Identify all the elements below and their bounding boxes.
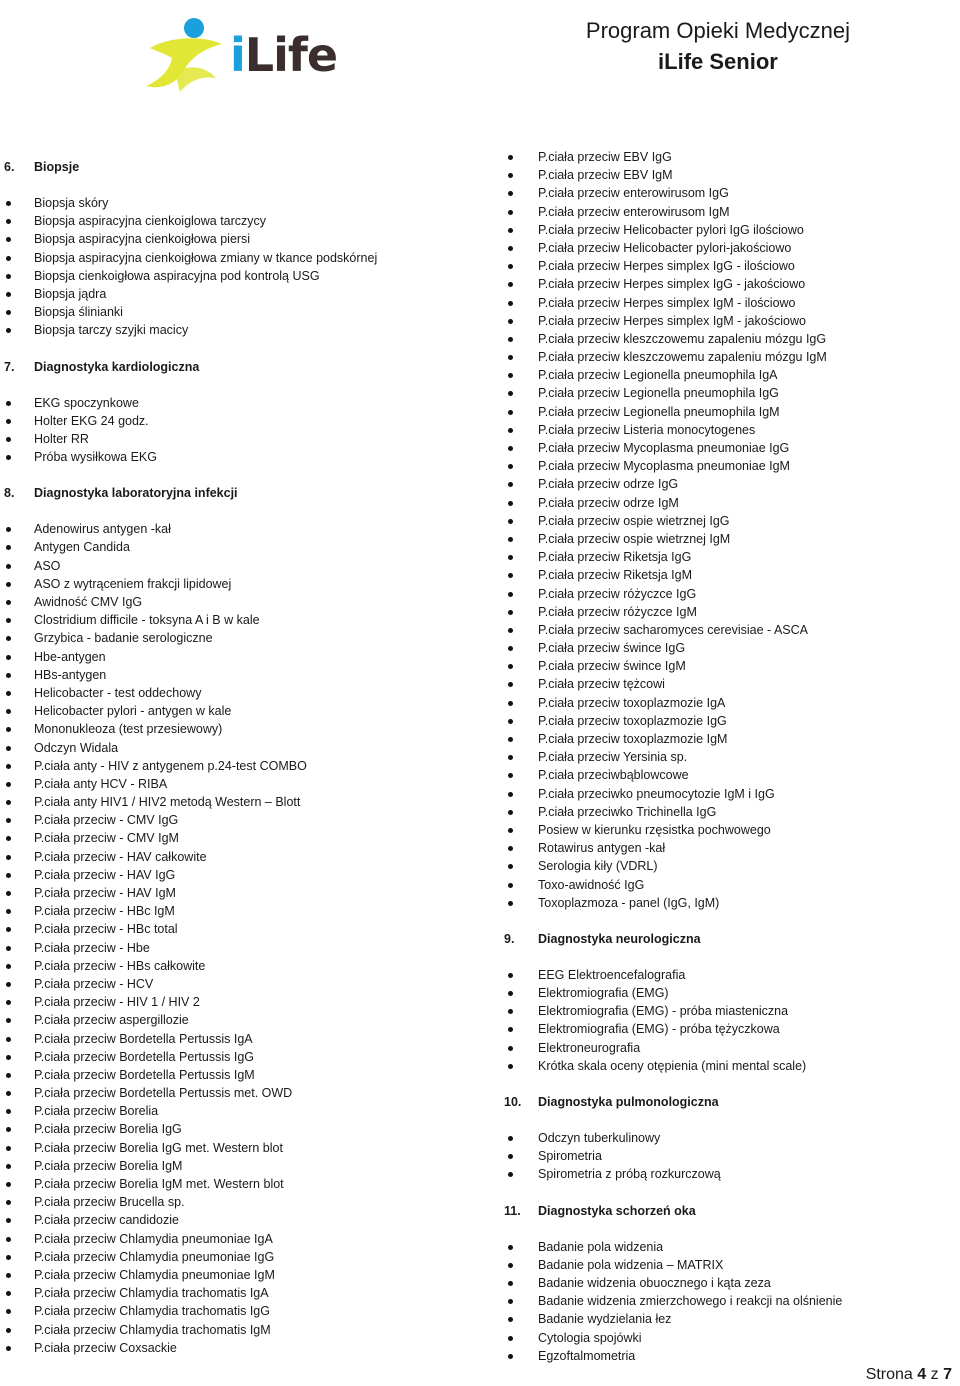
section-title: Diagnostyka pulmonologiczna xyxy=(538,1095,719,1109)
list-item: Odczyn tuberkulinowy xyxy=(504,1129,954,1147)
list-item: Hbe-antygen xyxy=(4,648,474,666)
section-heading xyxy=(4,158,474,176)
list-item: P.ciała przeciw enterowirusom IgM xyxy=(504,203,954,221)
list-item: Biopsja jądra xyxy=(4,285,474,303)
list-item: Clostridium difficile - toksyna A i B w kale xyxy=(4,611,474,629)
list-item: Cytologia spojówki xyxy=(504,1329,954,1347)
list-item: P.ciała przeciw toxoplazmozie IgA xyxy=(504,694,954,712)
list-item: P.ciała przeciw Legionella pneumophila IgA xyxy=(504,366,954,384)
list-item: Elektroneurografia xyxy=(504,1039,954,1057)
list-item: P.ciała przeciw - Hbe xyxy=(4,939,474,957)
list-item: P.ciała przeciw ospie wietrznej IgG xyxy=(504,512,954,530)
section-title: Diagnostyka schorzeń oka xyxy=(538,1203,696,1218)
list-item: Biopsja tarczy szyjki macicy xyxy=(4,321,474,339)
document-header xyxy=(586,16,850,78)
list-item: P.ciała przeciw kleszczowemu zapaleniu mózgu IgM xyxy=(504,348,954,366)
list-item: P.ciała przeciw ospie wietrznej IgM xyxy=(504,530,954,548)
list-item: EEG Elektroencefalografia xyxy=(504,966,954,984)
list-item: P.ciała przeciw śwince IgM xyxy=(504,657,954,675)
list-item: Helicobacter - test oddechowy xyxy=(4,684,474,702)
list-item: P.ciała przeciw - HCV xyxy=(4,975,474,993)
section-number: 10. xyxy=(504,1095,522,1109)
logo-wordmark: iLife xyxy=(230,28,338,82)
list-item: EKG spoczynkowe xyxy=(4,394,474,412)
section-title: Diagnostyka laboratoryjna infekcji xyxy=(34,486,238,501)
section-heading xyxy=(4,484,474,502)
list-item: ASO xyxy=(4,557,474,575)
list-item: Elektromiografia (EMG) - próba miasteniczna xyxy=(504,1002,954,1020)
list-item: P.ciała przeciw Borelia IgG met. Western blot xyxy=(4,1139,474,1157)
list-item: P.ciała przeciw - CMV IgG xyxy=(4,811,474,829)
left-column xyxy=(4,158,474,1375)
list-item: P.ciała przeciw - HBc total xyxy=(4,920,474,938)
list-item: P.ciała przeciw Legionella pneumophila IgM xyxy=(504,403,954,421)
list-item: P.ciała przeciw candidozie xyxy=(4,1211,474,1229)
list-item: Badanie widzenia zmierzchowego i reakcji na olśnienie xyxy=(504,1292,954,1310)
list-item: P.ciała przeciw - CMV IgM xyxy=(4,829,474,847)
list-item: P.ciała przeciw - HBc IgM xyxy=(4,902,474,920)
section-number: 8. xyxy=(4,486,15,501)
list-item: P.ciała przeciw - HAV IgM xyxy=(4,884,474,902)
list-item: P.ciała przeciw Chlamydia pneumoniae IgM xyxy=(4,1266,474,1284)
list-item: P.ciała przeciw EBV IgM xyxy=(504,166,954,184)
list-item: Biopsja aspiracyjna cienkoiglowa tarczycy xyxy=(4,212,474,230)
list-item: Biopsja aspiracyjna cienkoigłowa zmiany w tkance podskórnej xyxy=(4,249,474,267)
list-item: P.ciała przeciw aspergillozie xyxy=(4,1011,474,1029)
section-title: Biopsje xyxy=(34,160,80,174)
bullet-list xyxy=(504,148,954,912)
list-item: Badanie pola widzenia xyxy=(504,1238,954,1256)
list-item: Próba wysiłkowa EKG xyxy=(4,448,474,466)
list-item: P.ciała przeciw Helicobacter pylori-jakościowo xyxy=(504,239,954,257)
bullet-list xyxy=(4,520,474,1357)
list-item: P.ciała przeciw Bordetella Pertussis met. OWD xyxy=(4,1084,474,1102)
list-item: P.ciała przeciw Borelia IgG xyxy=(4,1120,474,1138)
section-number: 9. xyxy=(504,931,515,946)
list-item: P.ciała przeciw Riketsja IgG xyxy=(504,548,954,566)
list-item: P.ciała przeciw kleszczowemu zapaleniu mózgu IgG xyxy=(504,330,954,348)
list-item: ASO z wytrąceniem frakcji lipidowej xyxy=(4,575,474,593)
list-item: P.ciała przeciw toxoplazmozie IgG xyxy=(504,712,954,730)
list-item: P.ciała przeciw Herpes simplex IgM - jakościowo xyxy=(504,312,954,330)
list-item: Toxo-awidność IgG xyxy=(504,876,954,894)
section-number: 6. xyxy=(4,160,15,174)
list-item: P.ciała przeciw Herpes simplex IgG - ilościowo xyxy=(504,257,954,275)
program-subtitle: iLife Senior xyxy=(658,49,778,74)
list-item: Rotawirus antygen -kał xyxy=(504,839,954,857)
list-item: P.ciała przeciw sacharomyces cerevisiae - ASCA xyxy=(504,621,954,639)
list-item: Mononukleoza (test przesiewowy) xyxy=(4,720,474,738)
list-item: P.ciała przeciw Chlamydia trachomatis IgG xyxy=(4,1302,474,1320)
list-item: P.ciała przeciw Chlamydia trachomatis IgM xyxy=(4,1321,474,1339)
list-item: Biopsja aspiracyjna cienkoigłowa piersi xyxy=(4,230,474,248)
list-item: P.ciała przeciw Herpes simplex IgM - ilościowo xyxy=(504,294,954,312)
list-item: P.ciała przeciw Borelia xyxy=(4,1102,474,1120)
list-item: P.ciała przeciw Mycoplasma pneumoniae IgM xyxy=(504,457,954,475)
program-title: Program Opieki Medycznej xyxy=(585,18,850,43)
right-column xyxy=(504,148,954,1383)
list-item: P.ciała przeciw śwince IgG xyxy=(504,639,954,657)
list-item: P.ciała przeciw Mycoplasma pneumoniae IgG xyxy=(504,439,954,457)
list-item: P.ciała przeciwko Trichinella IgG xyxy=(504,803,954,821)
list-item: Biopsja ślinianki xyxy=(4,303,474,321)
list-item: P.ciała przeciwko pneumocytozie IgM i IgG xyxy=(504,785,954,803)
list-item: Elektromiografia (EMG) xyxy=(504,984,954,1002)
list-item: P.ciała przeciw różyczce IgG xyxy=(504,585,954,603)
list-item: Badanie pola widzenia – MATRIX xyxy=(504,1256,954,1274)
list-item: HBs-antygen xyxy=(4,666,474,684)
list-item: P.ciała przeciw Riketsja IgM xyxy=(504,566,954,584)
list-item: P.ciała anty HCV - RIBA xyxy=(4,775,474,793)
section-heading xyxy=(504,930,954,948)
list-item: Spirometria xyxy=(504,1147,954,1165)
list-item: P.ciała przeciw tężcowi xyxy=(504,675,954,693)
list-item: P.ciała przeciw Bordetella Pertussis IgA xyxy=(4,1030,474,1048)
list-item: P.ciała przeciw Helicobacter pylori IgG ilościowo xyxy=(504,221,954,239)
list-item: Spirometria z próbą rozkurczową xyxy=(504,1165,954,1183)
list-item: P.ciała przeciw różyczce IgM xyxy=(504,603,954,621)
list-item: P.ciała przeciw Chlamydia trachomatis IgA xyxy=(4,1284,474,1302)
list-item: P.ciała przeciw Bordetella Pertussis IgG xyxy=(4,1048,474,1066)
list-item: P.ciała przeciw Coxsackie xyxy=(4,1339,474,1357)
list-item: P.ciała przeciw enterowirusom IgG xyxy=(504,184,954,202)
bullet-list xyxy=(504,1129,954,1184)
ilife-logo-icon xyxy=(136,14,236,100)
list-item: Grzybica - badanie serologiczne xyxy=(4,629,474,647)
section-number: 11. xyxy=(504,1203,521,1218)
bullet-list xyxy=(504,966,954,1075)
list-item: Posiew w kierunku rzęsistka pochwowego xyxy=(504,821,954,839)
section-number: 7. xyxy=(4,359,15,374)
list-item: Biopsja skóry xyxy=(4,194,474,212)
list-item: P.ciała anty HIV1 / HIV2 metodą Western – Blott xyxy=(4,793,474,811)
list-item: Antygen Candida xyxy=(4,538,474,556)
list-item: P.ciała przeciw odrze IgG xyxy=(504,475,954,493)
list-item: P.ciała przeciw - HBs całkowite xyxy=(4,957,474,975)
list-item: Elektromiografia (EMG) - próba tężyczkowa xyxy=(504,1020,954,1038)
bullet-list xyxy=(4,194,474,340)
list-item: P.ciała przeciw - HIV 1 / HIV 2 xyxy=(4,993,474,1011)
ilife-logo xyxy=(136,14,356,100)
list-item: P.ciała przeciw - HAV IgG xyxy=(4,866,474,884)
list-item: P.ciała przeciw Brucella sp. xyxy=(4,1193,474,1211)
list-item: Adenowirus antygen -kał xyxy=(4,520,474,538)
list-item: Holter EKG 24 godz. xyxy=(4,412,474,430)
list-item: Egzoftalmometria xyxy=(504,1347,954,1365)
list-item: Serologia kiły (VDRL) xyxy=(504,857,954,875)
list-item: P.ciała anty - HIV z antygenem p.24-test COMBO xyxy=(4,757,474,775)
list-item: P.ciała przeciw Borelia IgM xyxy=(4,1157,474,1175)
bullet-list xyxy=(504,1238,954,1365)
list-item: P.ciała przeciw Chlamydia pneumoniae IgA xyxy=(4,1230,474,1248)
list-item: Toxoplazmoza - panel (IgG, IgM) xyxy=(504,894,954,912)
list-item: P.ciała przeciw Yersinia sp. xyxy=(504,748,954,766)
bullet-list xyxy=(4,394,474,467)
list-item: P.ciała przeciw Bordetella Pertussis IgM xyxy=(4,1066,474,1084)
list-item: Krótka skala oceny otępienia (mini mental scale) xyxy=(504,1057,954,1075)
page-number: Strona 4 z 7 xyxy=(865,1366,952,1383)
section-title: Diagnostyka neurologiczna xyxy=(538,931,701,946)
list-item: Odczyn Widala xyxy=(4,739,474,757)
list-item: P.ciała przeciw Herpes simplex IgG - jakościowo xyxy=(504,275,954,293)
list-item: P.ciała przeciw Borelia IgM met. Western blot xyxy=(4,1175,474,1193)
list-item: P.ciała przeciw toxoplazmozie IgM xyxy=(504,730,954,748)
list-item: Awidność CMV IgG xyxy=(4,593,474,611)
list-item: Helicobacter pylori - antygen w kale xyxy=(4,702,474,720)
list-item: Biopsja cienkoigłowa aspiracyjna pod kontrolą USG xyxy=(4,267,474,285)
list-item: P.ciała przeciw Chlamydia pneumoniae IgG xyxy=(4,1248,474,1266)
list-item: P.ciała przeciwbąblowcowe xyxy=(504,766,954,784)
list-item: P.ciała przeciw Listeria monocytogenes xyxy=(504,421,954,439)
list-item: Badanie widzenia obuocznego i kąta zeza xyxy=(504,1274,954,1292)
section-heading xyxy=(504,1093,954,1111)
list-item: Holter RR xyxy=(4,430,474,448)
section-heading xyxy=(4,358,474,376)
section-title: Diagnostyka kardiologiczna xyxy=(34,359,200,374)
list-item: P.ciała przeciw Legionella pneumophila IgG xyxy=(504,384,954,402)
list-item: P.ciała przeciw odrze IgM xyxy=(504,494,954,512)
list-item: Badanie wydzielania łez xyxy=(504,1310,954,1328)
list-item: P.ciała przeciw - HAV całkowite xyxy=(4,848,474,866)
section-heading xyxy=(504,1202,954,1220)
list-item: P.ciała przeciw EBV IgG xyxy=(504,148,954,166)
